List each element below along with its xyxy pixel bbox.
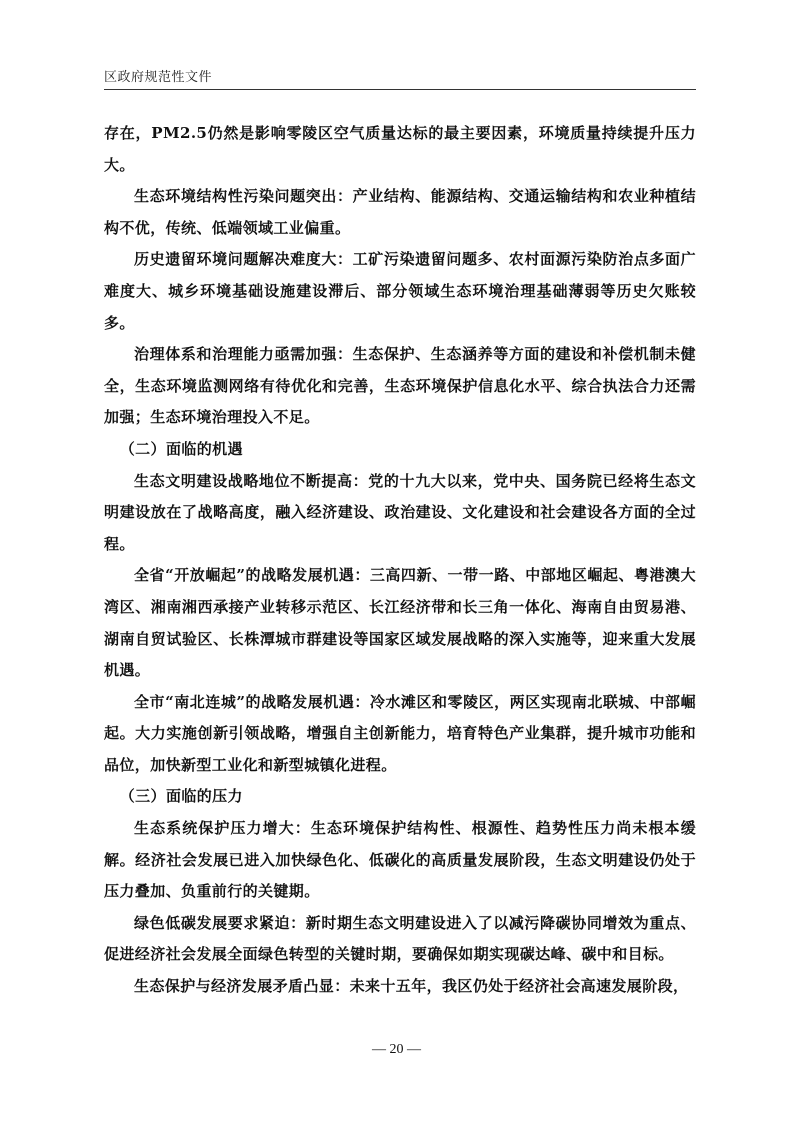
paragraph-ecosystem-pressure: 生态系统保护压力增大：生态环境保护结构性、根源性、趋势性压力尚未根本缓解。经济社会发展已进入加快绿色化、低碳化的高质量发展阶段，生态文明建设仍处于压力叠加、负重前行的关键期。 <box>104 819 696 901</box>
paragraph-governance: 治理体系和治理能力亟需加强：生态保护、生态涵养等方面的建设和补偿机制未健全，生态环境监测网络有待优化和完善，生态环境保护信息化水平、综合执法合力还需加强；生态环境治理投入不足。 <box>104 345 696 427</box>
paragraph-city-opportunity: 全市“南北连城”的战略发展机遇：冷水滩区和零陵区，两区实现南北联城、中部崛起。大力实施创新引领战略，增强自主创新能力，培育特色产业集群，提升城市功能和品位，加快新型工业化和新型城镇化进程。 <box>104 692 696 774</box>
paragraph-structural-pollution: 生态环境结构性污染问题突出：产业结构、能源结构、交通运输结构和农业种植结构不优，传统、低端领域工业偏重。 <box>104 187 696 237</box>
document-body <box>104 118 696 1003</box>
section-heading-opportunities: （二）面临的机遇 <box>119 439 243 458</box>
paragraph-historical-problems: 历史遗留环境问题解决难度大：工矿污染遗留问题多、农村面源污染防治点多面广难度大、城乡环境基础设施建设滞后、部分领域生态环境治理基础薄弱等历史欠账较多。 <box>104 250 696 332</box>
section-heading-pressures: （三）面临的压力 <box>119 787 243 806</box>
page-number: — 20 — <box>372 1042 421 1057</box>
header-divider <box>104 89 696 90</box>
paragraph-conflict: 生态保护与经济发展矛盾凸显：未来十五年，我区仍处于经济社会高速发展阶段， <box>134 977 689 996</box>
paragraph-ecological-civilization: 生态文明建设战略地位不断提高：党的十九大以来，党中央、国务院已经将生态文明建设放在了战略高度，融入经济建设、政治建设、文化建设和社会建设各方面的全过程。 <box>104 471 696 553</box>
paragraph-air-quality: 存在，PM2.5仍然是影响零陵区空气质量达标的最主要因素，环境质量持续提升压力大。 <box>104 124 696 174</box>
document-header: 区政府规范性文件 <box>104 70 213 85</box>
paragraph-province-opportunity: 全省“开放崛起”的战略发展机遇：三高四新、一带一路、中部地区崛起、粤港澳大湾区、湘南湘西承接产业转移示范区、长江经济带和长三角一体化、海南自由贸易港、湖南自贸试验区、长株潭城市群建设等国家区域发展战略的深入实施等，迎来重大发展机遇。 <box>104 566 696 680</box>
paragraph-low-carbon: 绿色低碳发展要求紧迫：新时期生态文明建设进入了以减污降碳协同增效为重点、促进经济社会发展全面绿色转型的关键时期，要确保如期实现碳达峰、碳中和目标。 <box>104 913 696 964</box>
